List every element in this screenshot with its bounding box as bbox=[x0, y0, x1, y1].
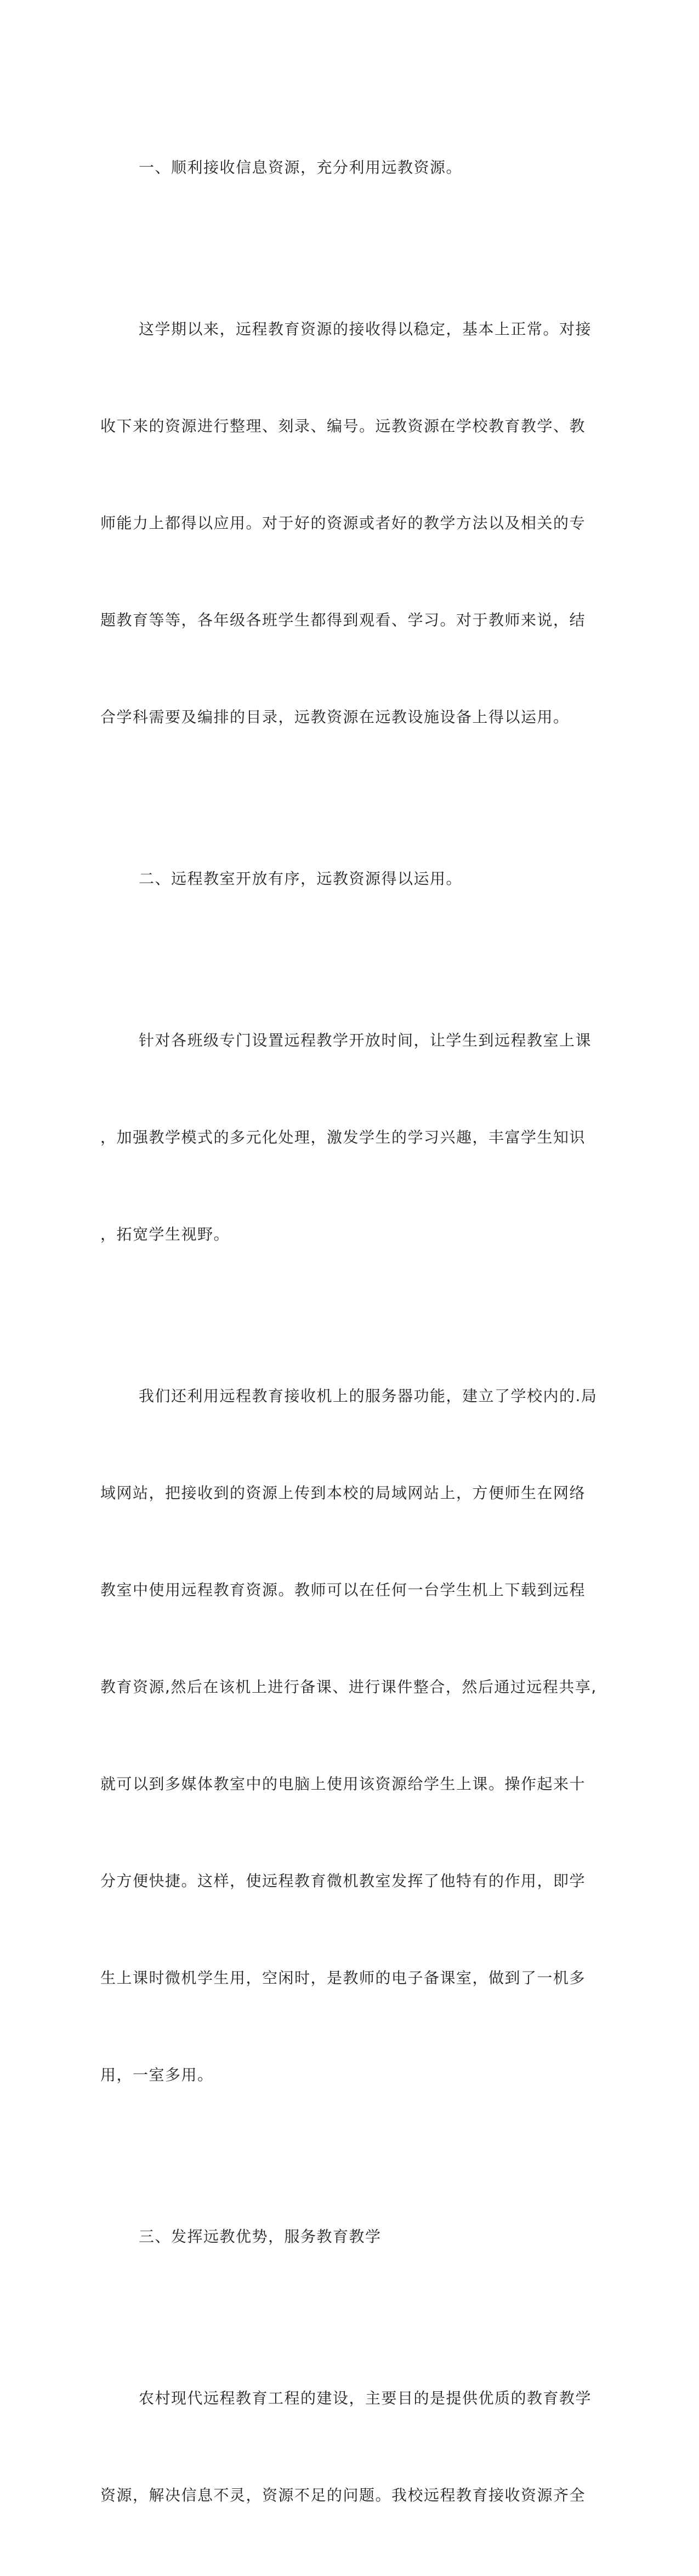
text-line: 三、发挥远教优势，服务教育教学 bbox=[139, 2227, 382, 2246]
paragraph-4 bbox=[100, 2317, 592, 2576]
text-line: 资源，解决信息不灵，资源不足的问题。我校远程教育接收资源齐全 bbox=[100, 2486, 586, 2504]
text-line: 我们还利用远程教育接收机上的服务器功能，建立了学校内的.局 bbox=[139, 1387, 598, 1405]
text-line: ，拓宽学生视野。 bbox=[100, 1225, 230, 1243]
text-line: 用，一室多用。 bbox=[100, 2066, 214, 2084]
text-line: 题教育等等，各年级各班学生都得到观看、学习。对于教师来说，结 bbox=[100, 611, 586, 629]
paragraph-1 bbox=[100, 248, 592, 798]
section-heading-2 bbox=[100, 798, 572, 959]
section-heading-1 bbox=[100, 87, 572, 248]
text-line: 教育资源,然后在该机上进行备课、进行课件整合，然后通过远程共享, bbox=[100, 1678, 597, 1696]
text-line: 教室中使用远程教育资源。教师可以在任何一台学生机上下载到远程 bbox=[100, 1581, 586, 1599]
text-line: 收下来的资源进行整理、刻录、编号。远教资源在学校教育教学、教 bbox=[100, 417, 586, 435]
text-line: 域网站，把接收到的资源上传到本校的局域网站上，方便师生在网络 bbox=[100, 1484, 586, 1502]
text-line: 师能力上都得以应用。对于好的资源或者好的教学方法以及相关的专 bbox=[100, 514, 586, 532]
text-line: 一、顺利接收信息资源，充分利用远教资源。 bbox=[139, 158, 463, 176]
text-line: 农村现代远程教育工程的建设，主要目的是提供优质的教育教学 bbox=[139, 2389, 592, 2407]
text-line: 生上课时微机学生用，空闲时，是教师的电子备课室，做到了一机多 bbox=[100, 1969, 586, 1987]
paragraph-3 bbox=[100, 1315, 598, 2156]
paragraph-2 bbox=[100, 959, 592, 1315]
text-line: ，加强教学模式的多元化处理，激发学生的学习兴趣，丰富学生知识 bbox=[100, 1128, 586, 1146]
text-line: 合学科需要及编排的目录，远教资源在远教设施设备上得以运用。 bbox=[100, 708, 570, 726]
text-line: 二、远程教室开放有序，远教资源得以运用。 bbox=[139, 870, 463, 888]
text-line: 这学期以来，远程教育资源的接收得以稳定，基本上正常。对接 bbox=[139, 320, 592, 338]
document-body bbox=[100, 87, 598, 2576]
text-line: 就可以到多媒体教室中的电脑上使用该资源给学生上课。操作起来十 bbox=[100, 1775, 586, 1793]
section-heading-3 bbox=[100, 2156, 572, 2317]
text-line: 分方便快捷。这样，使远程教育微机教室发挥了他特有的作用，即学 bbox=[100, 1872, 586, 1890]
text-line: 针对各班级专门设置远程教学开放时间，让学生到远程教室上课 bbox=[139, 1031, 592, 1049]
